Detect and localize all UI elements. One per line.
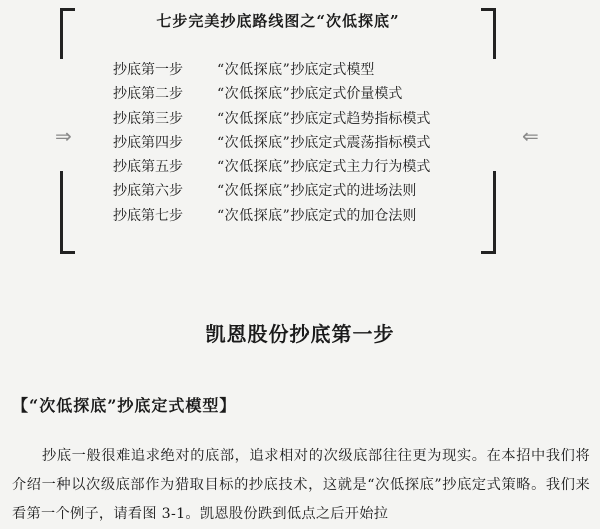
step-quote: “次低探底” — [217, 159, 291, 176]
step-item — [113, 179, 430, 203]
step-text: 抄底定式震荡指标模式 — [290, 134, 431, 151]
step-label: 抄底第三步 — [113, 110, 183, 127]
steps-list — [113, 58, 430, 228]
step-label: 抄底第一步 — [113, 62, 183, 78]
body-paragraph: 抄底一般很难追求绝对的底部，追求相对的次级底部往往更为现实。在本招中我们将介绍一种以次级底部作为猎取目标的抄底技术，这就是“次低探底”抄底定式策略。我们来看第一个例子，请看图 3-1。凯恩股份跌到低点之后开始拉 — [12, 448, 590, 523]
section-title: 凯恩股份抄底第一步 — [205, 322, 395, 346]
step-item — [113, 155, 430, 179]
arrow-left-icon: ⇐ — [522, 124, 539, 148]
frame-corner-bottom-right — [481, 171, 496, 254]
step-text: 抄底定式趋势指标模式 — [290, 110, 431, 127]
step-quote: “次低探底” — [217, 183, 291, 200]
step-quote: “次低探底” — [217, 86, 291, 103]
step-quote: “次低探底” — [217, 62, 291, 78]
step-text: 抄底定式模型 — [290, 62, 375, 78]
step-item — [113, 82, 430, 106]
step-text: 抄底定式的进场法则 — [290, 183, 417, 200]
step-label: 抄底第六步 — [113, 183, 183, 200]
step-text: 抄底定式主力行为模式 — [290, 159, 431, 176]
section-subheading: 【“次低探底”抄底定式模型】 — [12, 396, 237, 415]
step-item — [113, 131, 430, 155]
step-item — [113, 58, 430, 82]
step-item — [113, 204, 430, 228]
step-quote: “次低探底” — [217, 134, 291, 151]
step-label: 抄底第七步 — [113, 207, 183, 224]
step-item — [113, 107, 430, 131]
frame-corner-bottom-left — [60, 171, 75, 254]
arrow-right-icon: ⇒ — [55, 124, 72, 148]
step-label: 抄底第四步 — [113, 134, 183, 151]
step-quote: “次低探底” — [217, 110, 291, 127]
step-quote: “次低探底” — [217, 207, 291, 224]
step-text: 抄底定式价量模式 — [290, 86, 403, 103]
step-label: 抄底第二步 — [113, 86, 183, 103]
step-label: 抄底第五步 — [113, 159, 183, 176]
diagram-title: 七步完美抄底路线图之“次低探底” — [156, 12, 400, 30]
route-diagram-frame — [60, 8, 496, 254]
step-text: 抄底定式的加仓法则 — [290, 207, 417, 224]
